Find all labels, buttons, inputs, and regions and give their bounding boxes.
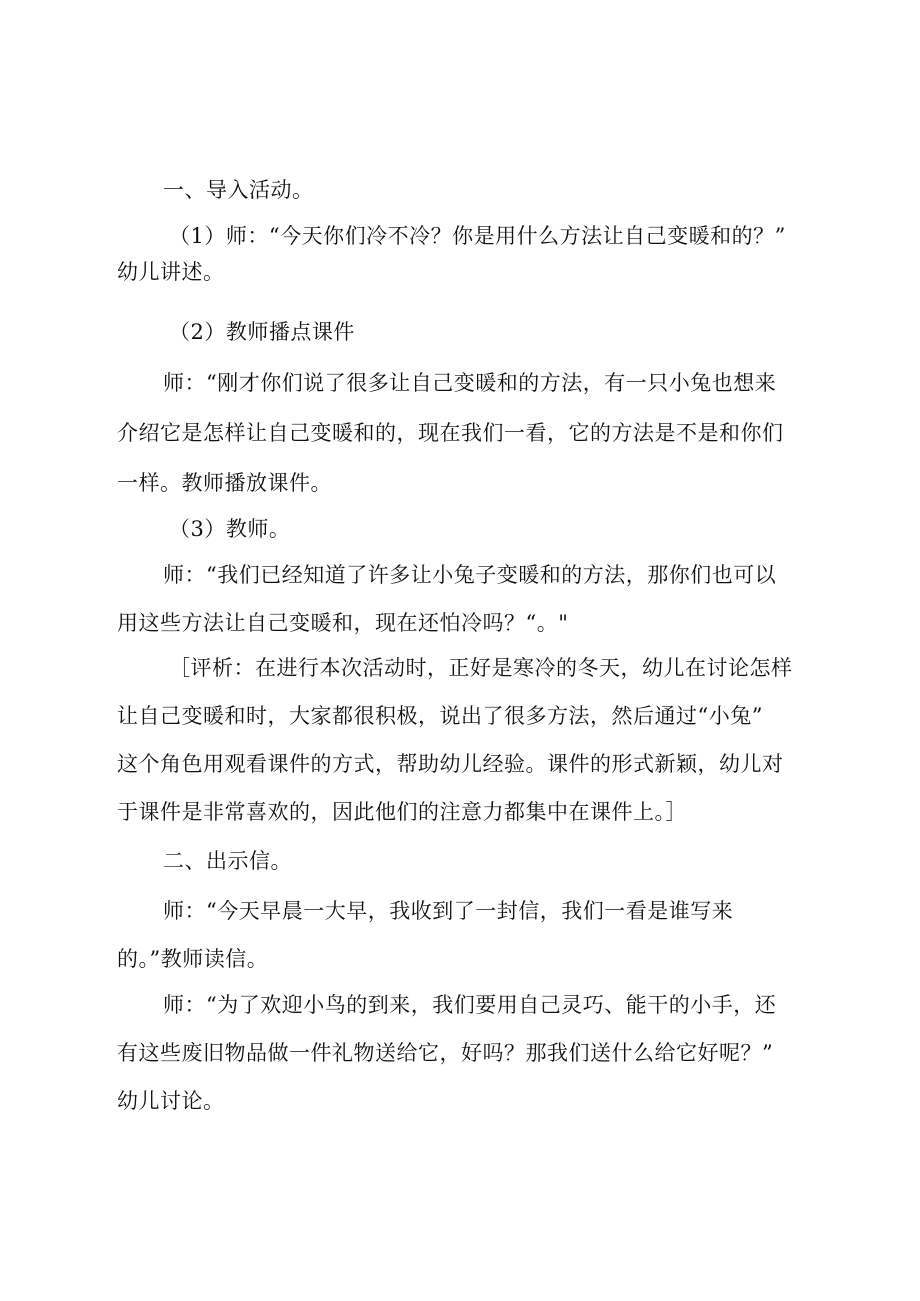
letter-teacher-paragraph	[117, 893, 817, 977]
gift-teacher-paragraph	[117, 987, 817, 1119]
text-line: ［评析：在进行本次活动时，正好是寒冷的冬天，幼儿在讨论怎样	[169, 656, 793, 680]
text-line: 幼儿讨论。	[117, 1089, 225, 1113]
text-line: 的。”教师读信。	[117, 947, 269, 971]
text-line: 师：“为了欢迎小鸟的到来，我们要用自己灵巧、能干的小手，还	[163, 993, 777, 1017]
text-line: （1）师：“今天你们冷不冷？你是用什么方法让自己变暖和的？”	[169, 224, 786, 248]
text-line: 介绍它是怎样让自己变暖和的，现在我们一看，它的方法是不是和你们	[117, 421, 784, 445]
text-line: 师：“我们已经知道了许多让小兔子变暖和的方法，那你们也可以	[163, 563, 777, 587]
text-line: 于课件是非常喜欢的，因此他们的注意力都集中在课件上。］	[117, 800, 687, 824]
comment-paragraph	[117, 650, 817, 830]
text-line: 这个角色用观看课件的方式，帮助幼儿经验。课件的形式新颖，幼儿对	[117, 752, 784, 776]
text-line: 师：“今天早晨一大早，我收到了一封信，我们一看是谁写来	[163, 899, 734, 923]
text-line: 一、导入活动。	[163, 178, 314, 202]
step-2-paragraph	[117, 314, 817, 350]
text-line: 二、出示信。	[163, 849, 292, 873]
step-1-paragraph	[117, 218, 817, 290]
text-line: （3）教师。	[169, 517, 291, 541]
section-2-heading	[117, 843, 817, 879]
text-line: 让自己变暖和时，大家都很积极，说出了很多方法，然后通过“小兔”	[117, 704, 763, 728]
text-line: 用这些方法让自己变暖和，现在还怕冷吗？“。"	[117, 611, 569, 635]
text-line: 一样。教师播放课件。	[117, 471, 332, 495]
text-line: 幼儿讲述。	[117, 260, 225, 284]
text-line: 师：“刚才你们说了很多让自己变暖和的方法，有一只小兔也想来	[163, 371, 777, 395]
step-3-paragraph	[117, 511, 817, 547]
text-line: 有这些废旧物品做一件礼物送给它，好吗？那我们送什么给它好呢？”	[117, 1041, 774, 1065]
step-2-teacher-paragraph	[117, 365, 817, 501]
section-1-heading	[117, 172, 817, 208]
step-3-teacher-paragraph	[117, 557, 817, 641]
text-line: （2）教师播点课件	[169, 320, 355, 344]
